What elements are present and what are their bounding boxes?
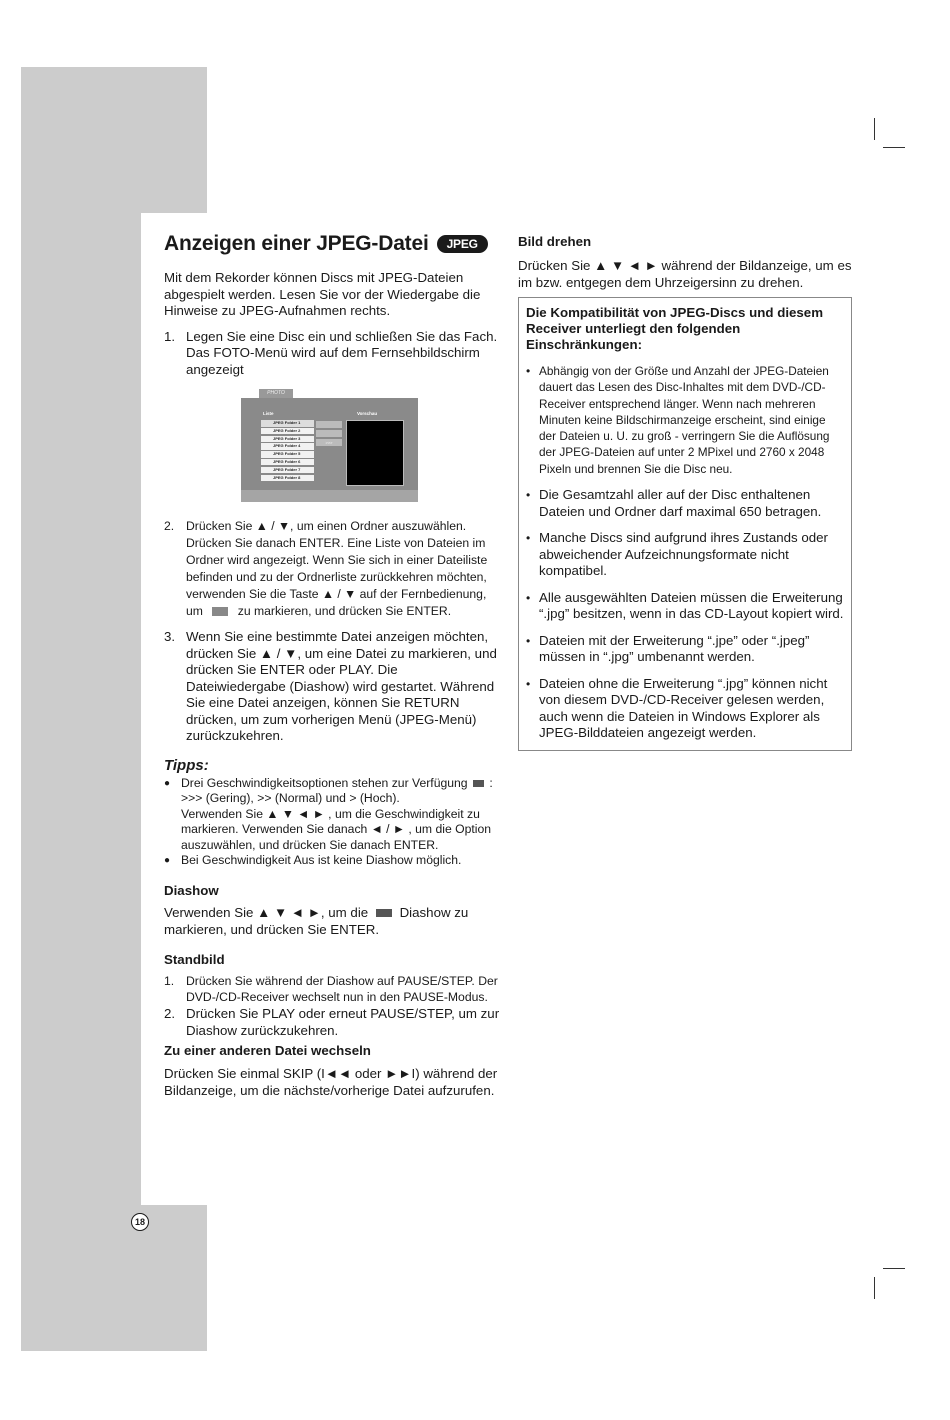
- steps-list-continued: [164, 518, 500, 745]
- bullet-icon: •: [526, 633, 531, 648]
- osd-folder-row: JPEG Folder 7: [261, 467, 314, 474]
- compatibility-title: Die Kompatibilität von JPEG-Discs und diesem Receiver unterliegt den folgenden Einschränkungen:: [526, 305, 824, 352]
- osd-folder-row: JPEG Folder 3: [261, 436, 314, 443]
- diashow-text: Verwenden Sie ▲ ▼ ◄ ►, um die Diashow zu markieren, und drücken Sie ENTER.: [164, 905, 469, 937]
- step-2: 2. Drücken Sie ▲ / ▼, um einen Ordner auszuwählen. Drücken Sie danach ENTER. Eine Liste von Dateien im Ordner wird angezeigt. Wenn Sie sich in einer Dateiliste befinden und zu der Ordnerliste zurückkehren möchten, verwenden Sie die Taste ▲ / ▼ auf der Fernbedienung, um zu markieren, und drücken Sie ENTER.: [164, 519, 488, 618]
- compatibility-item: • Die Gesamtzahl aller auf der Disc enthaltenen Dateien und Ordner darf maximal 650 betragen.: [526, 487, 822, 519]
- folder-up-icon: [212, 607, 228, 616]
- jpeg-badge: JPEG: [437, 235, 488, 253]
- page-margin-decoration: [21, 67, 207, 213]
- bullet-icon: •: [526, 488, 531, 503]
- osd-photo-tab: PHOTO: [259, 389, 293, 398]
- osd-slideshow-icon: [316, 421, 342, 428]
- osd-list-label: Liste: [263, 411, 274, 416]
- bullet-icon: •: [526, 590, 531, 605]
- andere-datei-text: Drücken Sie einmal SKIP (I◄◄ oder ►►I) während der Bildanzeige, um die nächste/vorherige Datei aufzurufen.: [164, 1066, 498, 1098]
- slideshow-icon: [376, 909, 392, 917]
- left-column: [164, 232, 500, 1099]
- crop-mark: [883, 1268, 905, 1269]
- bullet-icon: •: [526, 364, 531, 378]
- diashow-heading: Diashow: [164, 883, 219, 898]
- standbild-step-2: 2. Drücken Sie PLAY oder erneut PAUSE/STEP, um zur Diashow zurückzukehren.: [164, 1006, 500, 1038]
- steps-list: [164, 329, 500, 379]
- speed-icon: [473, 780, 484, 787]
- osd-speed-button: >>>: [316, 439, 342, 446]
- page-margin-decoration: [21, 213, 141, 1205]
- bullet-icon: •: [526, 531, 531, 546]
- tipps-item: ● Drei Geschwindigkeitsoptionen stehen zur Verfügung : >>> (Gering), >> (Normal) und > (Hoch). Verwenden Sie ▲ ▼ ◄ ► , um die Geschwindigkeit zu markieren. Verwenden Sie danach ◄ / ► , um die Option auszuwählen, und drücken Sie danach ENTER.: [164, 775, 493, 852]
- step-1: 1. Legen Sie eine Disc ein und schließen Sie das Fach. Das FOTO-Menü wird auf dem Fernsehbildschirm angezeigt: [164, 328, 498, 377]
- osd-folder-row: JPEG Folder 2: [261, 428, 314, 435]
- page-margin-decoration: [21, 1205, 207, 1351]
- tipps-list: [164, 776, 500, 870]
- andere-datei-heading: Zu einer anderen Datei wechseln: [164, 1043, 371, 1058]
- osd-folder-row: JPEG Folder 1: [261, 420, 314, 427]
- osd-preview-label: Vorschau: [357, 411, 378, 416]
- bullet-icon: •: [526, 676, 531, 691]
- page-title: Anzeigen einer JPEG-Datei JPEG: [164, 232, 500, 256]
- osd-preview-window: [346, 420, 404, 486]
- osd-folder-row: JPEG Folder 8: [261, 475, 314, 482]
- tipps-item: ● Bei Geschwindigkeit Aus ist keine Diashow möglich.: [164, 853, 462, 867]
- tipps-heading: Tipps:: [164, 756, 209, 774]
- crop-mark: [874, 118, 875, 140]
- bild-drehen-heading: Bild drehen: [518, 234, 592, 249]
- osd-speed-icon: [316, 430, 342, 437]
- compatibility-item: • Dateien ohne die Erweiterung “.jpg” können nicht von diesem DVD-/CD-Receiver gelesen werden, auch wenn die Dateien in Windows Explorer als JPEG-Bilddateien angezeigt werden.: [526, 675, 828, 741]
- osd-folder-row: JPEG Folder 5: [261, 451, 314, 458]
- osd-folder-row: JPEG Folder 6: [261, 459, 314, 466]
- photo-menu-screenshot: [241, 390, 418, 502]
- standbild-list: [164, 974, 500, 1039]
- right-column: [518, 234, 854, 751]
- standbild-heading: Standbild: [164, 952, 225, 967]
- compatibility-box: [518, 297, 852, 751]
- step-3: 3. Wenn Sie eine bestimmte Datei anzeigen möchten, drücken Sie ▲ / ▼, um eine Datei zu markieren, und drücken Sie ENTER oder PLAY. Die Dateiwiedergabe (Diashow) wird gestartet. Während Sie eine Datei anzeigen, können Sie RETURN drücken, um zum vorherigen Menü (JPEG-Menü) zurückzukehren.: [164, 629, 497, 743]
- compatibility-item: • Alle ausgewählten Dateien müssen die Erweiterung “.jpg” besitzen, wenn in das CD-Layout kopiert wird.: [526, 589, 844, 622]
- compatibility-item: • Dateien mit der Erweiterung “.jpe” oder “.jpeg” müssen in “.jpg” umbenannt werden.: [526, 632, 810, 665]
- crop-mark: [874, 1277, 875, 1299]
- osd-folder-row: JPEG Folder 4: [261, 443, 314, 450]
- compatibility-item: • Manche Discs sind aufgrund ihres Zustands oder abweichender Aufzeichnungsformate nicht kompatibel.: [526, 530, 828, 579]
- osd-bottom-bar: [241, 490, 418, 502]
- page-number: 18: [131, 1213, 149, 1231]
- compatibility-item: • Abhängig von der Größe und Anzahl der JPEG-Dateien dauert das Lesen des Disc-Inhaltes mit dem DVD-/CD-Receiver entsprechend länger. Wenn nach mehreren Minuten keine Bildschirmanzeige erscheint, sind einige der Dateien u. U. zu groß - verringern Sie die Auflösung der JPEG-Dateien auf unter 2 MPixel und 2760 x 2048 Pixeln und brennen Sie die Disc neu.: [526, 364, 830, 476]
- crop-mark: [883, 147, 905, 148]
- bullet-icon: ●: [164, 855, 171, 866]
- bild-drehen-text: Drücken Sie ▲ ▼ ◄ ► während der Bildanzeige, um es im bzw. entgegen dem Uhrzeigersinn zu drehen.: [518, 258, 852, 290]
- compatibility-list: [526, 363, 844, 742]
- bullet-icon: ●: [164, 777, 171, 789]
- standbild-step-1: 1. Drücken Sie während der Diashow auf PAUSE/STEP. Der DVD-/CD-Receiver wechselt nun in den PAUSE-Modus.: [164, 974, 498, 1004]
- intro-text: Mit dem Rekorder können Discs mit JPEG-Dateien abgespielt werden. Lesen Sie vor der Wiedergabe die Hinweise zu JPEG-Aufnahmen rechts.: [164, 270, 481, 318]
- osd-folder-list: [261, 420, 314, 482]
